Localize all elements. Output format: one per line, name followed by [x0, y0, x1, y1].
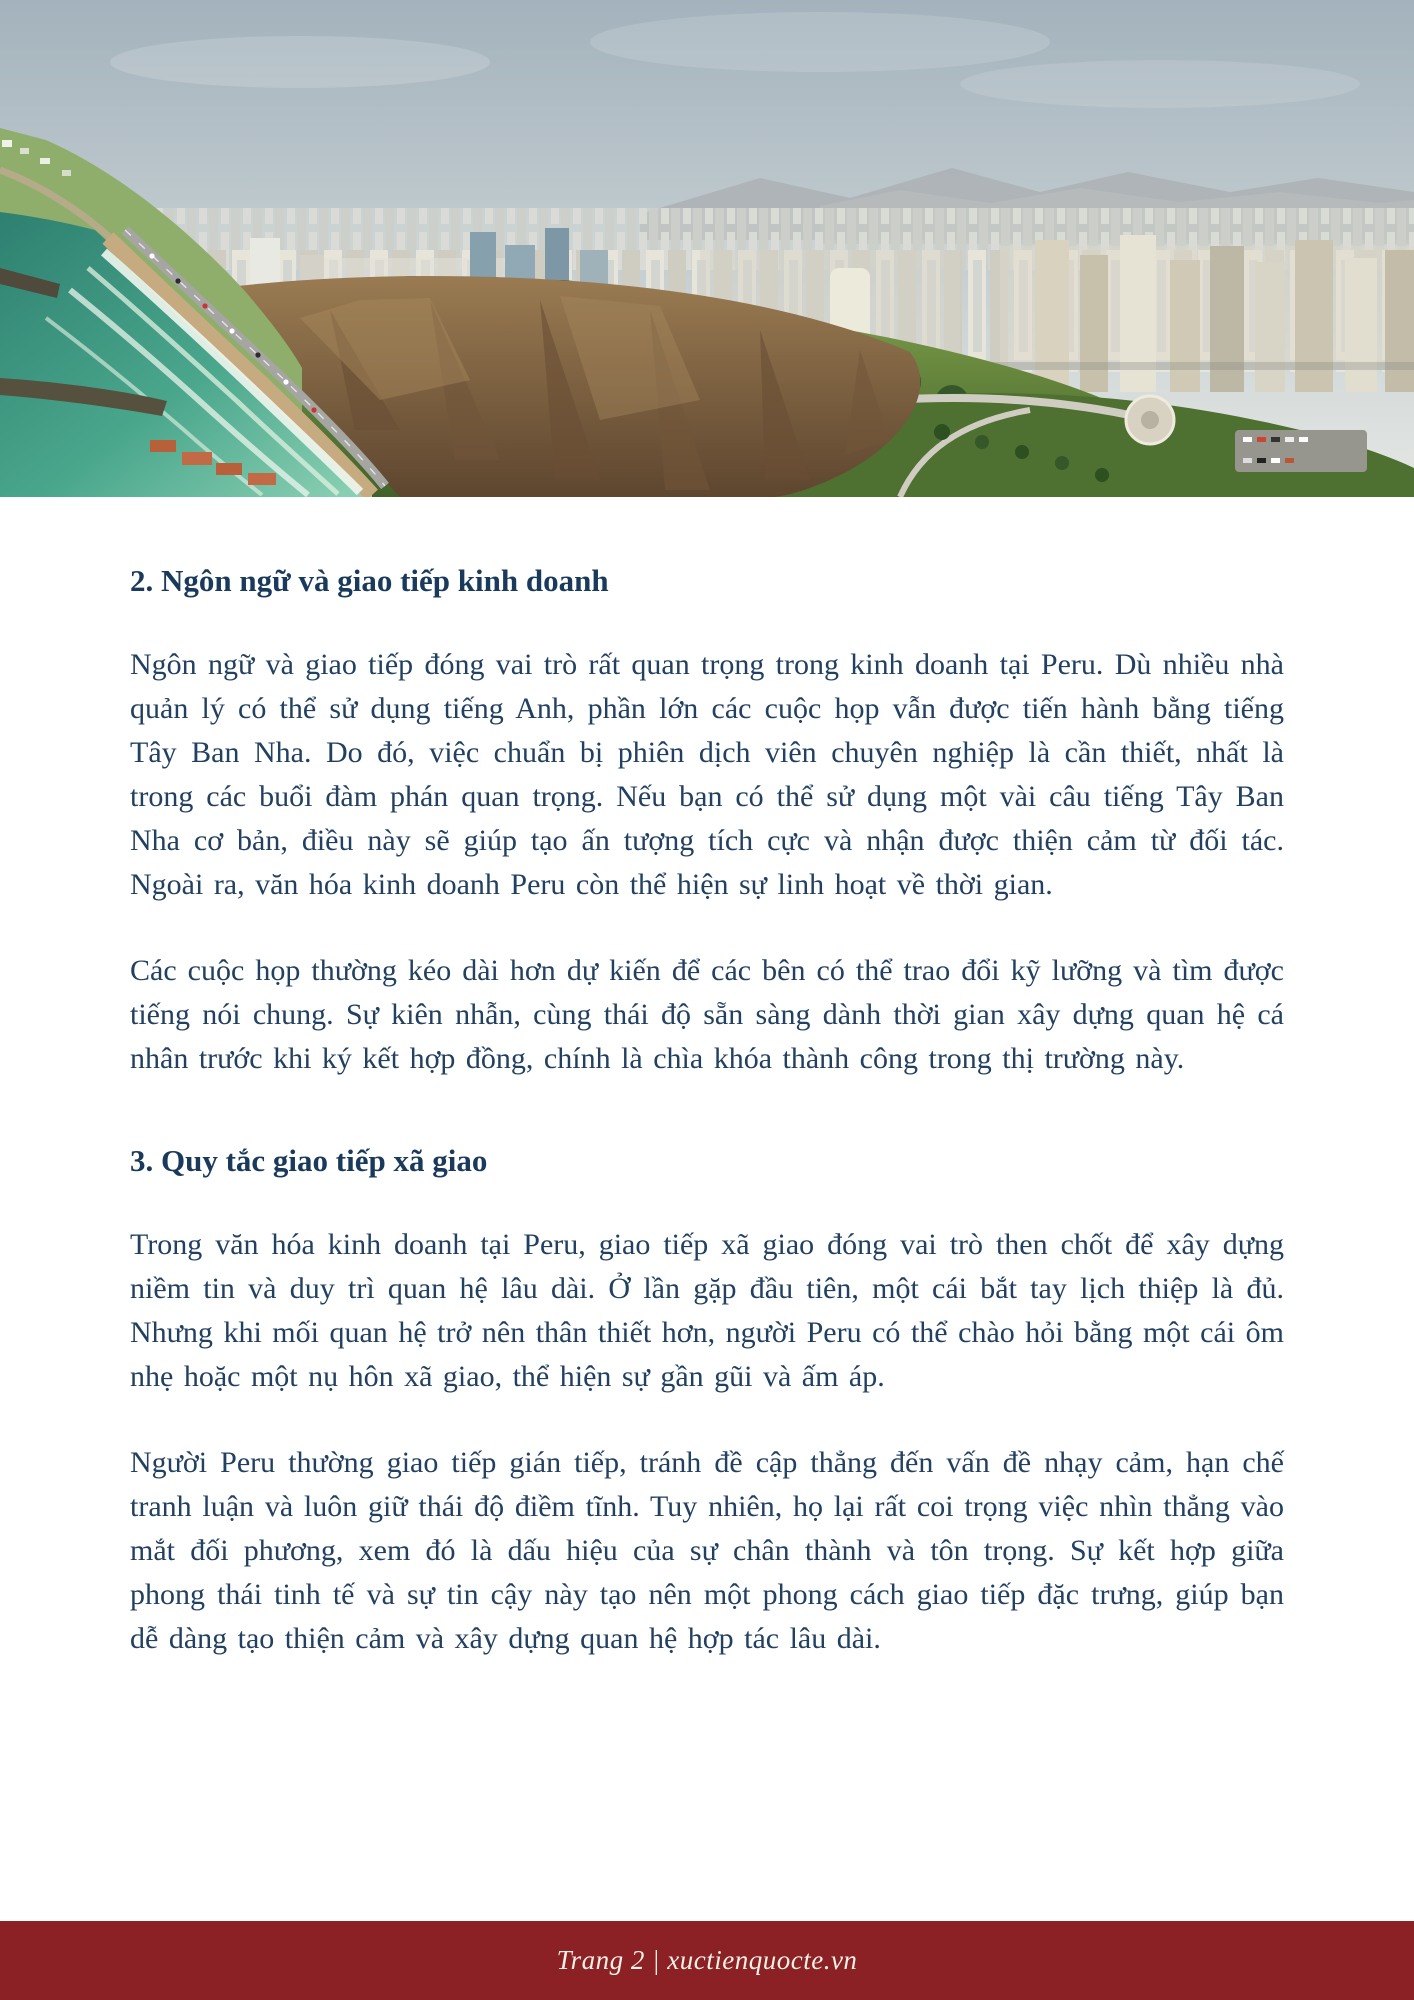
lima-cityscape-illustration: [0, 0, 1414, 497]
paragraph: Các cuộc họp thường kéo dài hơn dự kiến để các bên có thể trao đổi kỹ lưỡng và tìm được tiếng nói chung. Sự kiên nhẫn, cùng thái độ sẵn sàng dành thời gian xây dựng quan hệ cá nhân trước khi ký kết hợp đồng, chính là chìa khóa thành công trong thị trường này.: [130, 954, 1284, 1075]
page-footer: [0, 1921, 1414, 2000]
section-heading: 2. Ngôn ngữ và giao tiếp kinh doanh: [130, 563, 609, 598]
document-body: [0, 497, 1414, 1661]
paragraph: Ngôn ngữ và giao tiếp đóng vai trò rất quan trọng trong kinh doanh tại Peru. Dù nhiều nhà quản lý có thể sử dụng tiếng Anh, phần lớn các cuộc họp vẫn được tiến hành bằng tiếng Tây Ban Nha. Do đó, việc chuẩn bị phiên dịch viên chuyên nghiệp là cần thiết, nhất là trong các buổi đàm phán quan trọng. Nếu bạn có thể sử dụng một vài câu tiếng Tây Ban Nha cơ bản, điều này sẽ giúp tạo ấn tượng tích cực và nhận được thiện cảm từ đối tác. Ngoài ra, văn hóa kinh doanh Peru còn thể hiện sự linh hoạt về thời gian.: [130, 648, 1284, 901]
section-language-communication: [130, 561, 1284, 1081]
paragraph: Trong văn hóa kinh doanh tại Peru, giao tiếp xã giao đóng vai trò then chốt để xây dựng niềm tin và duy trì quan hệ lâu dài. Ở lần gặp đầu tiên, một cái bắt tay lịch thiệp là đủ. Nhưng khi mối quan hệ trở nên thân thiết hơn, người Peru có thể chào hỏi bằng một cái ôm nhẹ hoặc một nụ hôn xã giao, thể hiện sự gần gũi và ấm áp.: [130, 1228, 1284, 1393]
footer-page-number-and-site: Trang 2 | xuctienquocte.vn: [556, 1945, 858, 1975]
section-heading: 3. Quy tắc giao tiếp xã giao: [130, 1143, 488, 1178]
section-social-etiquette: [130, 1141, 1284, 1661]
hero-image-lima-coastline: [0, 0, 1414, 497]
paragraph: Người Peru thường giao tiếp gián tiếp, tránh đề cập thẳng đến vấn đề nhạy cảm, hạn chế tranh luận và luôn giữ thái độ điềm tĩnh. Tuy nhiên, họ lại rất coi trọng việc nhìn thẳng vào mắt đối phương, xem đó là dấu hiệu của sự chân thành và tôn trọng. Sự kết hợp giữa phong thái tinh tế và sự tin cậy này tạo nên một phong cách giao tiếp đặc trưng, giúp bạn dễ dàng tạo thiện cảm và xây dựng quan hệ hợp tác lâu dài.: [130, 1446, 1284, 1655]
